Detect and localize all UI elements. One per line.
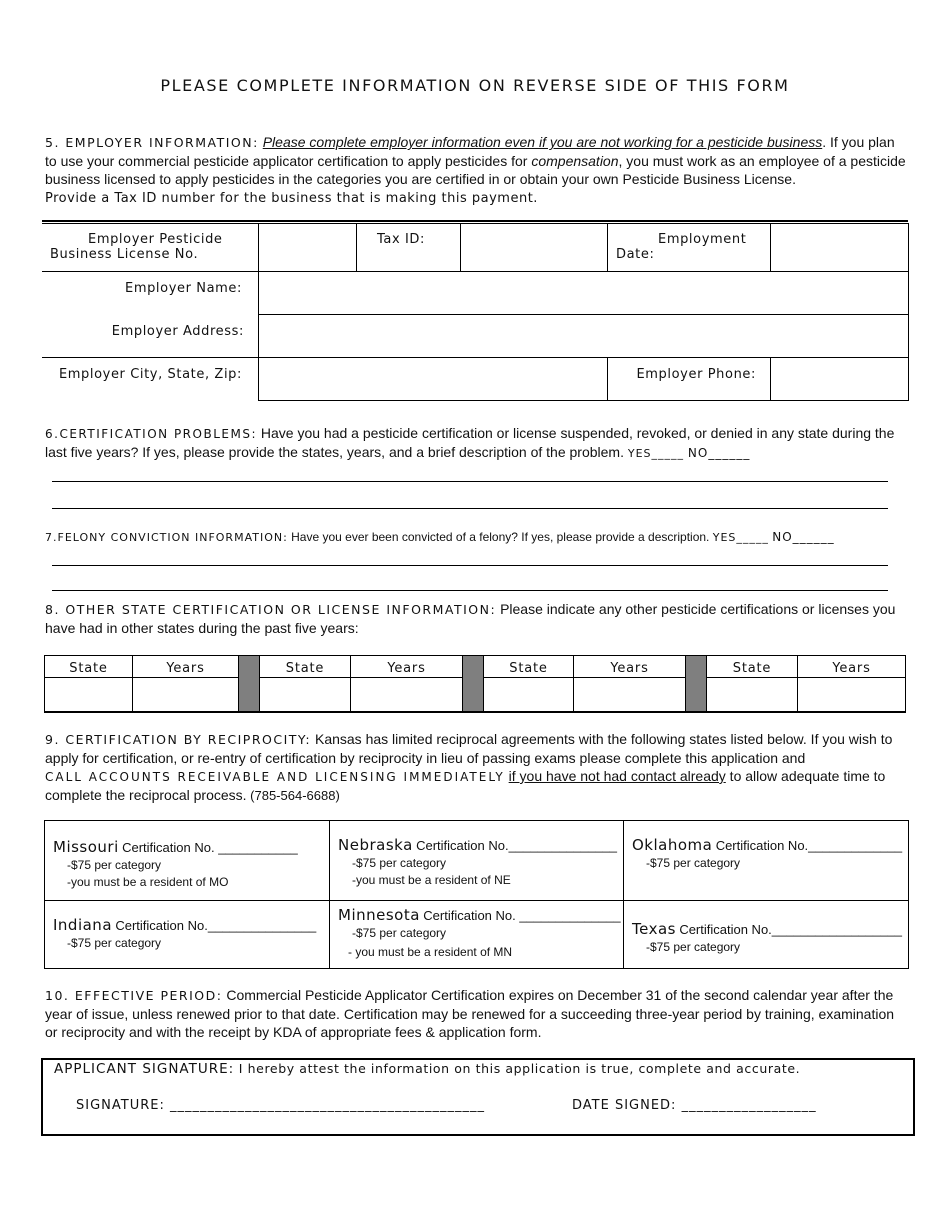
license-label-2: Business License No.: [50, 247, 199, 262]
years-header-4: Years: [798, 656, 906, 678]
section-6-no[interactable]: NO______: [687, 446, 751, 460]
reciprocity-texas: [624, 901, 909, 969]
section-6-text: Have you had a pesticide certification or license suspended, revoked, or denied in any state during the last five years? If yes, please provide the states, years, and a brief description of the problem.: [45, 425, 895, 460]
signature-attest: I hereby attest the information on this application is true, complete and accurate.: [234, 1061, 801, 1076]
employment-label-2: Date:: [616, 247, 655, 262]
employment-date-field[interactable]: [771, 224, 909, 272]
employer-address-field[interactable]: [259, 315, 909, 358]
other-states-table: [44, 655, 906, 712]
section-10-heading: 10. EFFECTIVE PERIOD:: [45, 988, 223, 1003]
signature-box: [41, 1058, 915, 1136]
license-number-field[interactable]: [259, 224, 357, 272]
recip-cert-0[interactable]: Certification No. ___________: [122, 840, 298, 855]
section-5-text1: . If you plan to use your commercial pesticide applicator certification to apply pesticides for: [45, 134, 895, 169]
years-header-1: Years: [133, 656, 239, 678]
recip-state-3: Indiana: [53, 916, 113, 934]
recip-fee-2: -$75 per category: [646, 856, 741, 870]
recip-state-1: Nebraska: [338, 836, 413, 854]
recip-cert-1[interactable]: Certification No._______________: [416, 838, 618, 853]
section-7-yes[interactable]: YES_____: [712, 531, 769, 544]
taxid-label: Tax ID:: [357, 224, 461, 272]
section-5-employer-info: [45, 133, 910, 208]
employer-phone-field[interactable]: [771, 358, 909, 401]
section-9-underlined: if you have not had contact already: [508, 768, 726, 784]
years-field-2[interactable]: [351, 678, 463, 712]
recip-res-4: - you must be a resident of MN: [348, 945, 513, 959]
section-7-felony: [45, 528, 915, 547]
recip-cert-4[interactable]: Certification No. ______________: [423, 908, 621, 923]
recip-state-5: Texas: [632, 920, 676, 938]
divider-1: [239, 656, 260, 712]
recip-fee-5: -$75 per category: [646, 940, 741, 954]
reciprocity-table: [44, 820, 909, 969]
section-5-italic-note: Please complete employer information even if you are not working for a pesticide business: [262, 134, 823, 150]
employer-name-field[interactable]: [259, 272, 909, 315]
section-5-heading: 5. EMPLOYER INFORMATION:: [45, 135, 259, 150]
recip-fee-1: -$75 per category: [352, 856, 447, 870]
reciprocity-indiana: [45, 901, 330, 969]
recip-cert-3[interactable]: Certification No._______________: [115, 918, 317, 933]
divider-3: [686, 656, 707, 712]
years-header-2: Years: [351, 656, 463, 678]
recip-fee-3: -$75 per category: [67, 936, 162, 950]
section-8-rule: [44, 711, 906, 713]
recip-res-0: -you must be a resident of MO: [67, 875, 229, 889]
section-7-answer-line-2[interactable]: [52, 590, 888, 591]
divider-2: [463, 656, 484, 712]
section-6-yes[interactable]: YES_____: [627, 447, 685, 460]
license-label-1: Employer Pesticide: [88, 232, 223, 247]
section-5-text2: , you must work as an employee of a pesticide business licensed to apply pesticides in the categories you are certified in or obtain your own Pesticide Business License.: [45, 153, 906, 187]
section-7-no[interactable]: NO______: [772, 530, 835, 544]
section-9-caps: CALL ACCOUNTS RECEIVABLE AND LICENSING IMMEDIATELY: [45, 770, 505, 784]
section-7-text: Have you ever been convicted of a felony? If yes, please provide a description.: [287, 530, 710, 544]
section-7-answer-line-1[interactable]: [52, 565, 888, 566]
employer-city-label: Employer City, State, Zip:: [42, 358, 259, 401]
state-field-1[interactable]: [45, 678, 133, 712]
employer-address-label: Employer Address:: [42, 315, 259, 358]
years-field-3[interactable]: [574, 678, 686, 712]
section-6-certification-problems: [45, 424, 905, 463]
signature-heading: APPLICANT SIGNATURE:: [54, 1061, 235, 1077]
section-9-text1: Kansas has limited reciprocal agreements with the following states listed below. If you wish to apply for certification, or re-entry of certification by reciprocity in lieu of passing exams please complete this application and: [45, 731, 893, 766]
state-header-4: State: [707, 656, 798, 678]
recip-cert-5[interactable]: Certification No.__________________: [679, 922, 902, 937]
section-7-heading: 7.FELONY CONVICTION INFORMATION:: [45, 531, 288, 544]
section-5-rule: [42, 220, 908, 222]
recip-cert-2[interactable]: Certification No._____________: [715, 838, 903, 853]
taxid-field[interactable]: [461, 224, 608, 272]
years-header-3: Years: [574, 656, 686, 678]
section-9-phone: (785-564-6688): [246, 788, 340, 803]
years-field-1[interactable]: [133, 678, 239, 712]
section-5-compensation: compensation: [531, 153, 619, 169]
recip-state-4: Minnesota: [338, 906, 420, 924]
employment-label-1: Employment: [658, 232, 747, 247]
state-header-1: State: [45, 656, 133, 678]
employer-city-field[interactable]: [259, 358, 608, 401]
section-9-heading: 9. CERTIFICATION BY RECIPROCITY:: [45, 732, 312, 747]
section-8-text: Please indicate any other pesticide certifications or licenses you have had in other states during the past five years:: [45, 601, 896, 636]
date-signed-field[interactable]: DATE SIGNED: __________________: [572, 1098, 817, 1113]
employment-date-label-cell: [608, 224, 771, 272]
form-title: PLEASE COMPLETE INFORMATION ON REVERSE SIDE OF THIS FORM: [160, 76, 790, 95]
section-8-heading: 8. OTHER STATE CERTIFICATION OR LICENSE INFORMATION:: [45, 602, 497, 617]
reciprocity-nebraska: [330, 821, 624, 901]
recip-state-0: Missouri: [53, 838, 119, 856]
state-header-2: State: [260, 656, 351, 678]
section-6-answer-line-2[interactable]: [52, 508, 888, 509]
employer-name-label: Employer Name:: [42, 272, 259, 315]
section-9-text2: to allow adequate time to complete the reciprocal process.: [45, 768, 886, 803]
reciprocity-oklahoma: [624, 821, 909, 901]
recip-res-1: -you must be a resident of NE: [352, 873, 511, 887]
recip-fee-4: -$75 per category: [352, 926, 447, 940]
section-6-answer-line-1[interactable]: [52, 481, 888, 482]
section-5-tax-note: Provide a Tax ID number for the business that is making this payment.: [45, 191, 538, 206]
section-10-effective-period: [45, 986, 910, 1041]
employer-phone-label: Employer Phone:: [608, 358, 771, 401]
state-field-3[interactable]: [484, 678, 574, 712]
signature-field[interactable]: SIGNATURE: __________________________________________: [76, 1098, 485, 1113]
reciprocity-missouri: [45, 821, 330, 901]
employer-table: [42, 223, 909, 401]
section-10-text: Commercial Pesticide Applicator Certification expires on December 31 of the second calendar year after the year of issue, unless renewed prior to that date. Certification may be renewed for a succeeding three-year period by training, examination or reciprocity and with the receipt by KDA of appropriate fees & application form.: [45, 987, 895, 1040]
reciprocity-minnesota: [330, 901, 624, 969]
section-9-reciprocity: [45, 730, 910, 805]
state-header-3: State: [484, 656, 574, 678]
recip-state-2: Oklahoma: [632, 836, 713, 854]
license-label-cell: [42, 224, 259, 272]
signature-attest-line: [54, 1061, 800, 1077]
recip-fee-0: -$75 per category: [67, 858, 162, 872]
state-field-4[interactable]: [707, 678, 798, 712]
state-field-2[interactable]: [260, 678, 351, 712]
section-6-heading: 6.CERTIFICATION PROBLEMS:: [45, 427, 257, 441]
years-field-4[interactable]: [798, 678, 906, 712]
section-8-other-states: [45, 600, 905, 637]
